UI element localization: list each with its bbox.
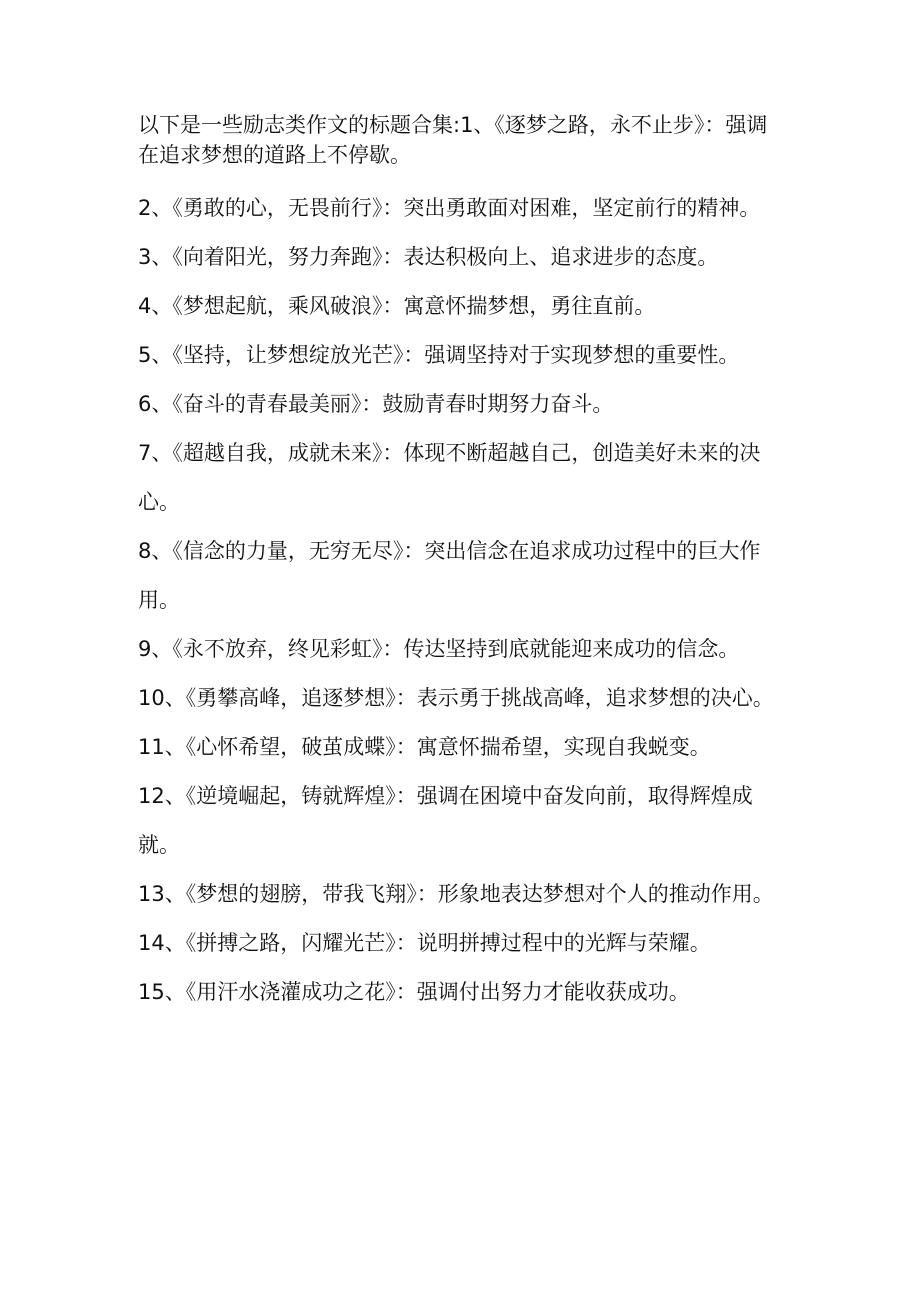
list-item: 11、《心怀希望，破茧成蝶》：寓意怀揣希望，实现自我蜕变。 [138, 735, 711, 759]
list-item: 3、《向着阳光，努力奔跑》：表达积极向上、追求进步的态度。 [138, 245, 719, 269]
list-item: 9、《永不放弃，终见彩虹》：传达坚持到底就能迎来成功的信念。 [138, 637, 740, 661]
list-item: 7、《超越自我，成就未来》：体现不断超越自己，创造美好未来的决心。 [138, 441, 761, 514]
list-item: 5、《坚持，让梦想绽放光芒》：强调坚持对于实现梦想的重要性。 [138, 343, 740, 367]
list-item: 2、《勇敢的心，无畏前行》：突出勇敢面对困难，坚定前行的精神。 [138, 196, 761, 220]
list-item: 15、《用汗水浇灌成功之花》：强调付出努力才能收获成功。 [138, 980, 690, 1004]
intro-paragraph: 以下是一些励志类作文的标题合集:1、《逐梦之路，永不止步》：强调在追求梦想的道路上不停歇。 [138, 113, 768, 167]
document-body [138, 110, 788, 1017]
list-item: 12、《逆境崛起，铸就辉煌》：强调在困境中奋发向前，取得辉煌成就。 [138, 784, 753, 857]
list-item: 10、《勇攀高峰，追逐梦想》：表示勇于挑战高峰，追求梦想的决心。 [138, 686, 774, 710]
list-item: 4、《梦想起航，乘风破浪》：寓意怀揣梦想，勇往直前。 [138, 294, 656, 318]
list-item: 13、《梦想的翅膀，带我飞翔》：形象地表达梦想对个人的推动作用。 [138, 882, 774, 906]
list-item: 14、《拼搏之路，闪耀光芒》：说明拼搏过程中的光辉与荣耀。 [138, 931, 711, 955]
list-item: 8、《信念的力量，无穷无尽》：突出信念在追求成功过程中的巨大作用。 [138, 539, 761, 612]
list-item: 6、《奋斗的青春最美丽》：鼓励青春时期努力奋斗。 [138, 392, 614, 416]
